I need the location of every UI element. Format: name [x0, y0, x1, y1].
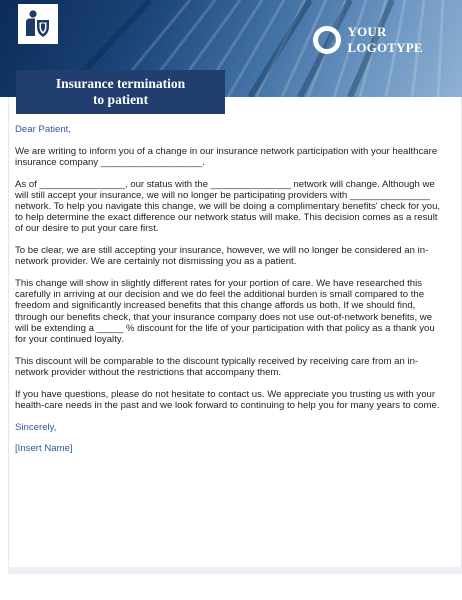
paragraph: As of ________________, our status with the _______________ network will change. Although we will still accept your insurance, we will no longer be participating providers with _______________ network. To help you navigate this change, we will be doing a complimentary benefits' check for you, to help determine the exact difference our network status will make. This decision comes as a result of our desire to put your care first. — [15, 178, 441, 235]
paragraph: This discount will be comparable to the discount typically received by receiving care from an in-network provider without the restrictions that accompany them. — [15, 355, 419, 378]
paragraph: To be clear, we are still accepting your insurance, however, we will no longer be considered an in-network provider. We are certainly not dismissing you as a patient. — [15, 245, 429, 268]
title-line-2: to patient — [92, 92, 149, 107]
paragraph: If you have questions, please do not hesitate to contact us. We appreciate you trusting us with your health-care needs in the past and we look forward to continuing to help you for many years to come. — [15, 388, 440, 411]
closing: Sincerely, — [15, 421, 57, 433]
salutation: Dear Patient, — [15, 124, 71, 135]
document-title — [16, 70, 225, 114]
title-line-1: Insurance termination — [55, 76, 186, 91]
paragraph: This change will show in slightly different rates for your portion of care. We have researched this carefully in arriving at our decision and we do feel the additional burden is small compared to the freedom and significantly increased benefits that this change affords us both. If we should find, through our benefits check, that your insurance company does not use out-of-network benefits, we will be extending a _____ % discount for the life of your participation with that policy as a thank you for your continued loyalty. — [15, 278, 435, 346]
letter-text — [15, 124, 445, 465]
person-shield-icon — [26, 10, 50, 38]
paragraph: We are writing to inform you of a change in our insurance network participation with your healthcare insurance company ___________________. — [15, 145, 438, 168]
person-shield-badge — [18, 4, 58, 44]
signature-placeholder: [Insert Name] — [15, 443, 73, 455]
ring-logo-icon — [313, 26, 341, 54]
logo-text: YOUR LOGOTYPE — [347, 24, 423, 55]
logotype — [313, 26, 462, 54]
